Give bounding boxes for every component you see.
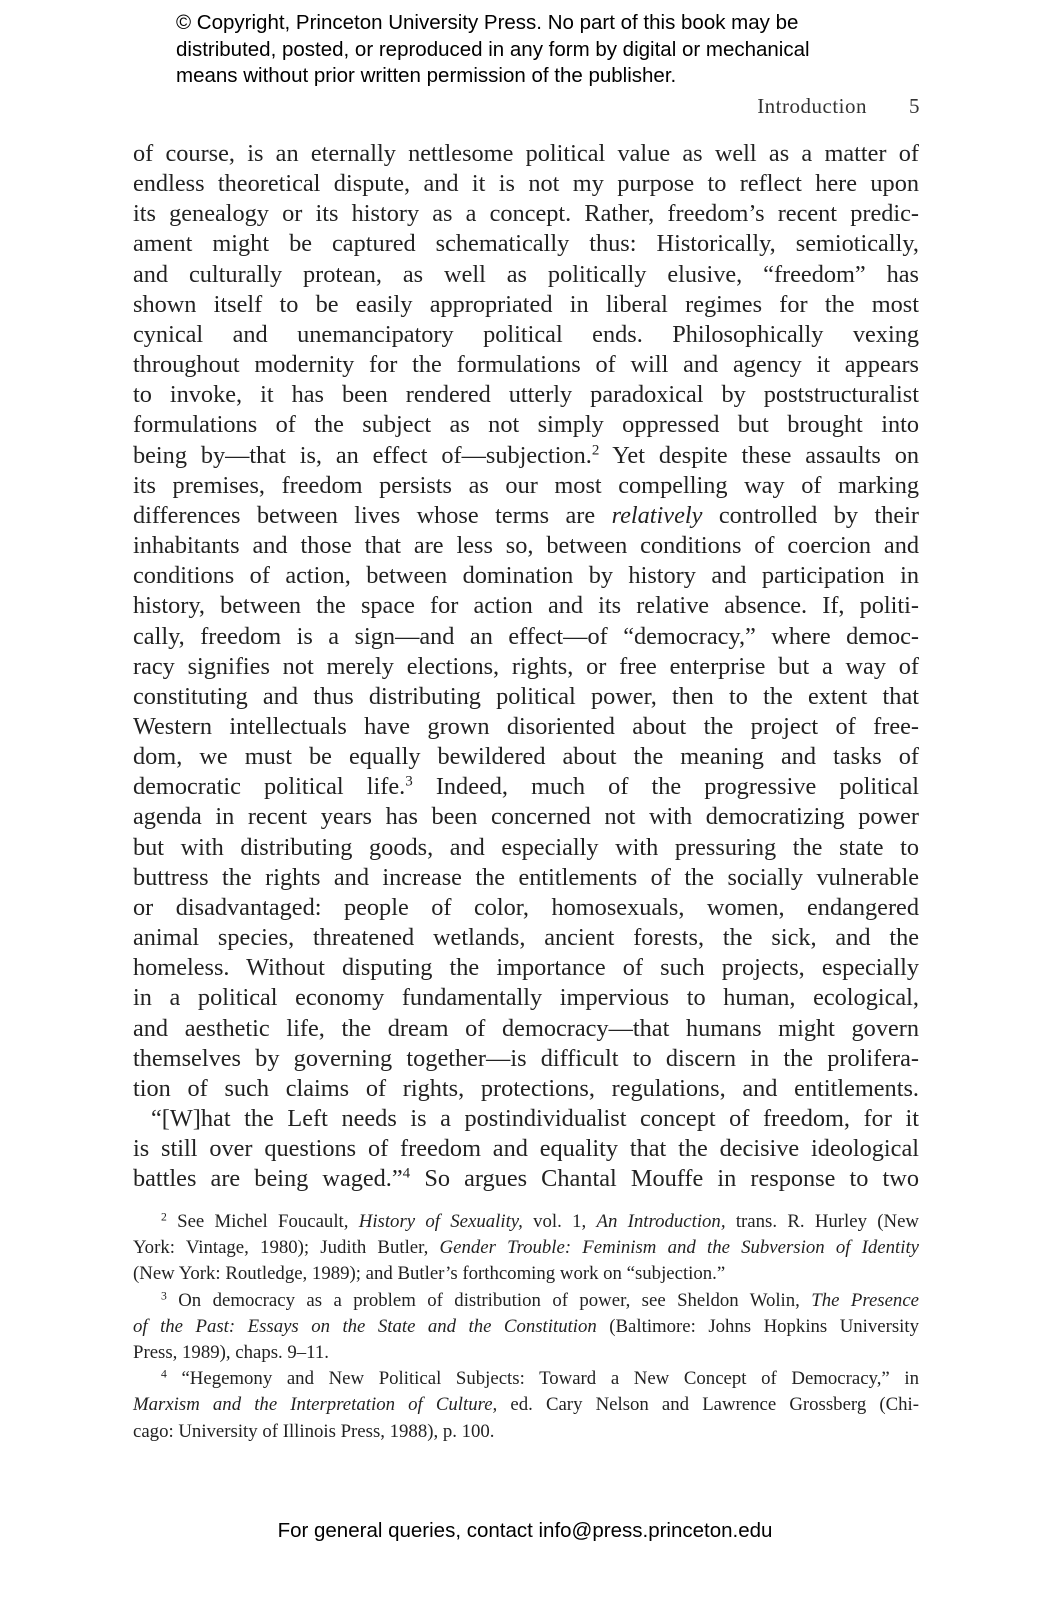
- body-line: [133, 290, 919, 320]
- text-run: history, between the space for action and its relative absence. If, politi-: [133, 592, 919, 620]
- body-line: [133, 1074, 919, 1104]
- text-run: Yet despite these assaults on: [599, 441, 920, 469]
- text-run: racy signifies not merely elections, rights, or free enterprise but a way of: [133, 652, 919, 680]
- body-line: [133, 350, 919, 380]
- body-line: [133, 320, 919, 350]
- footnote-marker: 3: [161, 1289, 167, 1303]
- text-run: is still over questions of freedom and equality that the decisive ideological: [133, 1135, 919, 1163]
- text-run: controlled by their: [702, 501, 919, 529]
- page-number: 5: [909, 94, 920, 118]
- footnote-line: [133, 1235, 919, 1261]
- body-line: [133, 410, 919, 440]
- running-head: [757, 94, 920, 119]
- text-run: to invoke, it has been rendered utterly paradoxical by poststructuralist: [133, 381, 919, 409]
- footnote-marker: 2: [161, 1210, 167, 1224]
- body-line: [133, 561, 919, 591]
- body-line: [133, 953, 919, 983]
- text-run: tion of such claims of rights, protections, regulations, and entitlements.: [133, 1074, 919, 1102]
- body-line: [133, 1164, 919, 1194]
- text-run: dom, we must be equally bewildered about the meaning and tasks of: [133, 743, 919, 771]
- copyright-line: means without prior written permission of the publisher.: [176, 64, 677, 87]
- text-run: animal species, threatened wetlands, ancient forests, the sick, and the: [133, 924, 919, 952]
- body-line: [133, 893, 919, 923]
- text-run: Western intellectuals have grown disoriented about the project of free-: [133, 712, 919, 740]
- text-run: cago: University of Illinois Press, 1988), p. 100.: [133, 1420, 495, 1442]
- footnote-line: [133, 1419, 919, 1445]
- text-run: York: Vintage, 1980); Judith Butler,: [133, 1237, 440, 1259]
- body-line: [133, 772, 919, 802]
- body-line: [133, 863, 919, 893]
- italic-text: Gender Trouble: Feminism and the Subversion of Identity: [439, 1237, 920, 1259]
- copyright-notice: [176, 10, 810, 90]
- text-run: its genealogy or its history as a concept. Rather, freedom’s recent predic-: [133, 200, 919, 228]
- text-run: cynical and unemancipatory political ends. Philosophically vexing: [133, 320, 919, 348]
- text-run: Indeed, much of the progressive political: [412, 773, 919, 801]
- text-run: formulations of the subject as not simply oppressed but brought into: [133, 411, 919, 439]
- text-run: differences between lives whose terms are: [133, 501, 612, 529]
- text-run: democratic political life.: [133, 773, 406, 801]
- italic-text: Marxism and the Interpretation of Culture,: [133, 1394, 498, 1416]
- body-line: [133, 833, 919, 863]
- text-run: its premises, freedom persists as our most compelling way of marking: [133, 471, 919, 499]
- body-line: [133, 441, 919, 471]
- copyright-line: distributed, posted, or reproduced in any form by digital or mechanical: [176, 37, 810, 61]
- body-line: [133, 471, 919, 501]
- italic-text: of the Past: Essays on the State and the Constitution: [133, 1315, 597, 1337]
- body-text: [133, 139, 919, 1194]
- text-run: trans. R. Hurley (New: [725, 1211, 920, 1232]
- body-line: [133, 591, 919, 621]
- body-line: [133, 501, 919, 531]
- text-run: endless theoretical dispute, and it is not my purpose to reflect here upon: [133, 170, 919, 198]
- body-line: [133, 229, 919, 259]
- text-run: or disadvantaged: people of color, homosexuals, women, endangered: [133, 893, 919, 921]
- text-run: throughout modernity for the formulations of will and agency it appears: [133, 351, 919, 379]
- text-run: but with distributing goods, and especially with pressuring the state to: [133, 833, 919, 861]
- body-line: [133, 622, 919, 652]
- text-run: buttress the rights and increase the entitlements of the socially vulnerable: [133, 863, 919, 891]
- footnotes: [133, 1209, 919, 1445]
- italic-text: History of Sexuality,: [358, 1211, 523, 1232]
- footnote-marker: 2: [591, 442, 600, 459]
- text-run: homeless. Without disputing the importance of such projects, especially: [133, 954, 919, 982]
- italic-text: The Presence: [811, 1289, 919, 1311]
- text-run: of course, is an eternally nettlesome political value as well as a matter of: [133, 140, 919, 167]
- body-line: [133, 742, 919, 772]
- text-run: ament might be captured schematically thus: Historically, semiotically,: [133, 230, 919, 258]
- body-line: [133, 682, 919, 712]
- italic-text: An Introduction,: [596, 1211, 726, 1232]
- italic-text: relatively: [611, 501, 703, 529]
- footnote-line: [133, 1366, 919, 1392]
- body-line: [133, 1134, 919, 1164]
- body-line: [133, 199, 919, 229]
- body-line: [133, 923, 919, 953]
- text-run: constituting and thus distributing political power, then to the extent that: [133, 682, 919, 710]
- text-run: See Michel Foucault,: [166, 1211, 359, 1232]
- text-run: and aesthetic life, the dream of democracy—that humans might govern: [133, 1014, 919, 1042]
- text-run: ed. Cary Nelson and Lawrence Grossberg (Chi-: [497, 1394, 919, 1416]
- body-line: [133, 380, 919, 410]
- text-run: cally, freedom is a sign—and an effect—of “democracy,” where democ-: [133, 622, 919, 650]
- body-line: [133, 1044, 919, 1074]
- body-line: [133, 1014, 919, 1044]
- text-run: shown itself to be easily appropriated in liberal regimes for the most: [133, 290, 919, 318]
- text-run: battles are being waged.”: [133, 1165, 403, 1193]
- body-line: [133, 531, 919, 561]
- footnote-line: [133, 1261, 919, 1287]
- chapter-title: Introduction: [757, 94, 867, 118]
- text-run: (New York: Routledge, 1989); and Butler’s forthcoming work on “subjection.”: [133, 1263, 726, 1285]
- text-run: in a political economy fundamentally impervious to human, ecological,: [133, 984, 919, 1012]
- footnote-line: [133, 1340, 919, 1366]
- text-run: “Hegemony and New Political Subjects: Toward a New Concept of Democracy,” in: [166, 1368, 919, 1390]
- body-line: [133, 139, 919, 169]
- text-run: inhabitants and those that are less so, between conditions of coercion and: [133, 532, 919, 560]
- text-run: agenda in recent years has been concerned not with democratizing power: [133, 803, 919, 831]
- footnote-line: [133, 1209, 919, 1235]
- text-run: So argues Chantal Mouffe in response to two: [410, 1165, 919, 1193]
- body-line: [133, 652, 919, 682]
- text-run: themselves by governing together—is difficult to discern in the prolifera-: [133, 1044, 919, 1072]
- body-line: [133, 1104, 919, 1134]
- text-run: (Baltimore: Johns Hopkins University: [596, 1315, 919, 1337]
- footnote-marker: 4: [402, 1166, 411, 1183]
- text-run: “[W]hat the Left needs is a postindividualist concept of freedom, for it: [151, 1105, 919, 1132]
- text-run: vol. 1,: [522, 1211, 597, 1232]
- body-line: [133, 802, 919, 832]
- copyright-line: © Copyright, Princeton University Press. No part of this book may be: [176, 11, 799, 34]
- text-run: conditions of action, between domination by history and participation in: [133, 562, 919, 590]
- body-line: [133, 983, 919, 1013]
- text-run: Press, 1989), chaps. 9–11.: [133, 1342, 329, 1364]
- body-line: [133, 260, 919, 290]
- body-line: [133, 169, 919, 199]
- text-run: being by—that is, an effect of—subjection.: [133, 441, 592, 469]
- footnote-line: [133, 1392, 919, 1418]
- footnote-line: [133, 1288, 919, 1314]
- text-run: On democracy as a problem of distribution of power, see Sheldon Wolin,: [166, 1289, 812, 1311]
- footnote-line: [133, 1314, 919, 1340]
- footnote-marker: 3: [405, 774, 413, 790]
- body-line: [133, 712, 919, 742]
- footnote-marker: 4: [161, 1367, 167, 1381]
- footer-contact: For general queries, contact info@press.princeton.edu: [277, 1519, 773, 1542]
- text-run: and culturally protean, as well as politically elusive, “freedom” has: [133, 260, 919, 288]
